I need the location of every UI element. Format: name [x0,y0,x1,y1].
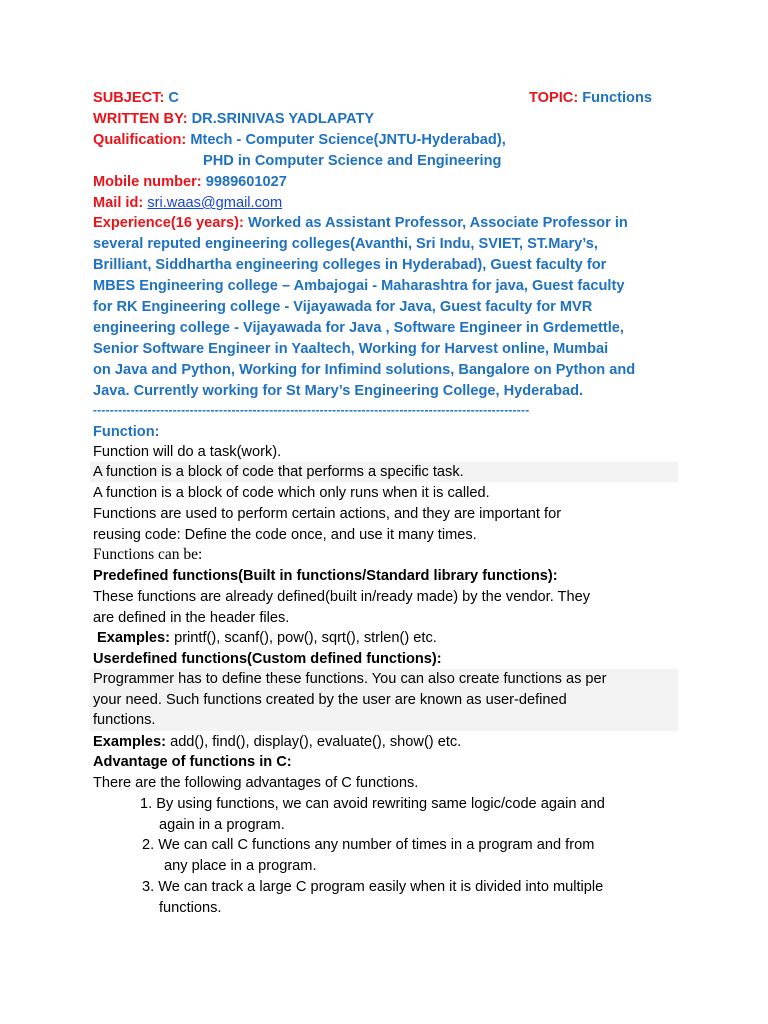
topic-line [529,88,652,108]
subject-label: SUBJECT: [93,90,165,106]
subject-line [93,88,179,108]
userdefined-heading: Userdefined functions(Custom defined functions): [93,651,442,667]
mail-label: Mail id: [93,195,144,211]
body-text: Programmer has to define these functions. You can also create functions as per [93,671,607,687]
body-text: functions. [93,712,156,728]
experience-text: for RK Engineering college - Vijayawada for Java, Guest faculty for MVR [93,299,593,315]
list-text: We can call C functions any number of times in a program and from [158,837,595,853]
section-divider: -------------------------------------------------------------------------------------------------------- [93,403,530,417]
experience-text: engineering college - Vijayawada for Java , Software Engineer in Grdemettle, [93,320,624,336]
mobile-label: Mobile number: [93,174,202,190]
list-text: again in a program. [159,817,285,833]
body-text: are defined in the header files. [93,610,290,626]
experience-text: Worked as Assistant Professor, Associate Professor in [247,215,628,231]
experience-text: Senior Software Engineer in Yaaltech, Working for Harvest online, Mumbai [93,341,609,357]
experience-text: Java. Currently working for St Mary’s Engineering College, Hyderabad. [93,383,584,399]
mobile-number: 9989601027 [205,174,287,190]
experience-text: several reputed engineering colleges(Avanthi, Sri Indu, SVIET, ST.Mary’s, [93,236,598,252]
examples-label: Examples: [97,630,171,646]
predefined-examples [97,628,437,648]
qualification-label: Qualification: [93,132,187,148]
mail-line [93,193,282,213]
functions-can-be: Functions can be: [93,546,203,563]
examples-text: add(), find(), display(), evaluate(), show() etc. [170,734,462,750]
qualification-line-2 [203,151,501,171]
mail-link[interactable]: sri.waas@gmail.com [147,195,283,211]
advantage-item [140,794,605,814]
body-text: your need. Such functions created by the user are known as user-defined [93,692,567,708]
body-text: These functions are already defined(built in/ready made) by the vendor. They [93,589,591,605]
list-number: 3. [142,879,155,895]
qualification-value-1: Mtech - Computer Science(JNTU-Hyderabad), [190,132,506,148]
list-text: We can track a large C program easily when it is divided into multiple [158,879,604,895]
mobile-line [93,172,287,192]
experience-text: MBES Engineering college – Ambajogai - Maharashtra for java, Guest faculty [93,278,625,294]
advantage-heading: Advantage of functions in C: [93,754,292,770]
body-text: Functions are used to perform certain actions, and they are important for [93,506,562,522]
body-text: A function is a block of code that performs a specific task. [93,464,464,480]
userdefined-examples [93,732,461,752]
written-by-line [93,109,374,129]
experience-line-1 [93,213,628,233]
function-heading: Function: [93,424,160,440]
author-name: DR.SRINIVAS YADLAPATY [191,111,375,127]
examples-text: printf(), scanf(), pow(), sqrt(), strlen() etc. [174,630,437,646]
predefined-heading: Predefined functions(Built in functions/Standard library functions): [93,568,558,584]
list-number: 1. [140,796,153,812]
topic-value: Functions [582,90,652,106]
qualification-value-2: PHD in Computer Science and Engineering [203,153,502,169]
experience-text: on Java and Python, Working for Infimind solutions, Bangalore on Python and [93,362,636,378]
body-text: A function is a block of code which only runs when it is called. [93,485,490,501]
advantage-item [142,835,594,855]
body-text: Function will do a task(work). [93,444,282,460]
list-number: 2. [142,837,155,853]
body-text: reusing code: Define the code once, and use it many times. [93,527,477,543]
experience-text: Brilliant, Siddhartha engineering colleges in Hyderabad), Guest faculty for [93,257,607,273]
advantage-item [142,877,603,897]
written-by-label: WRITTEN BY: [93,111,188,127]
topic-label: TOPIC: [529,90,579,106]
list-text: By using functions, we can avoid rewriting same logic/code again and [156,796,605,812]
list-text: functions. [159,900,222,916]
body-text: There are the following advantages of C functions. [93,775,419,791]
subject-value: C [168,90,179,106]
list-text: any place in a program. [164,858,317,874]
experience-label: Experience(16 years): [93,215,244,231]
examples-label: Examples: [93,734,167,750]
qualification-line [93,130,506,150]
